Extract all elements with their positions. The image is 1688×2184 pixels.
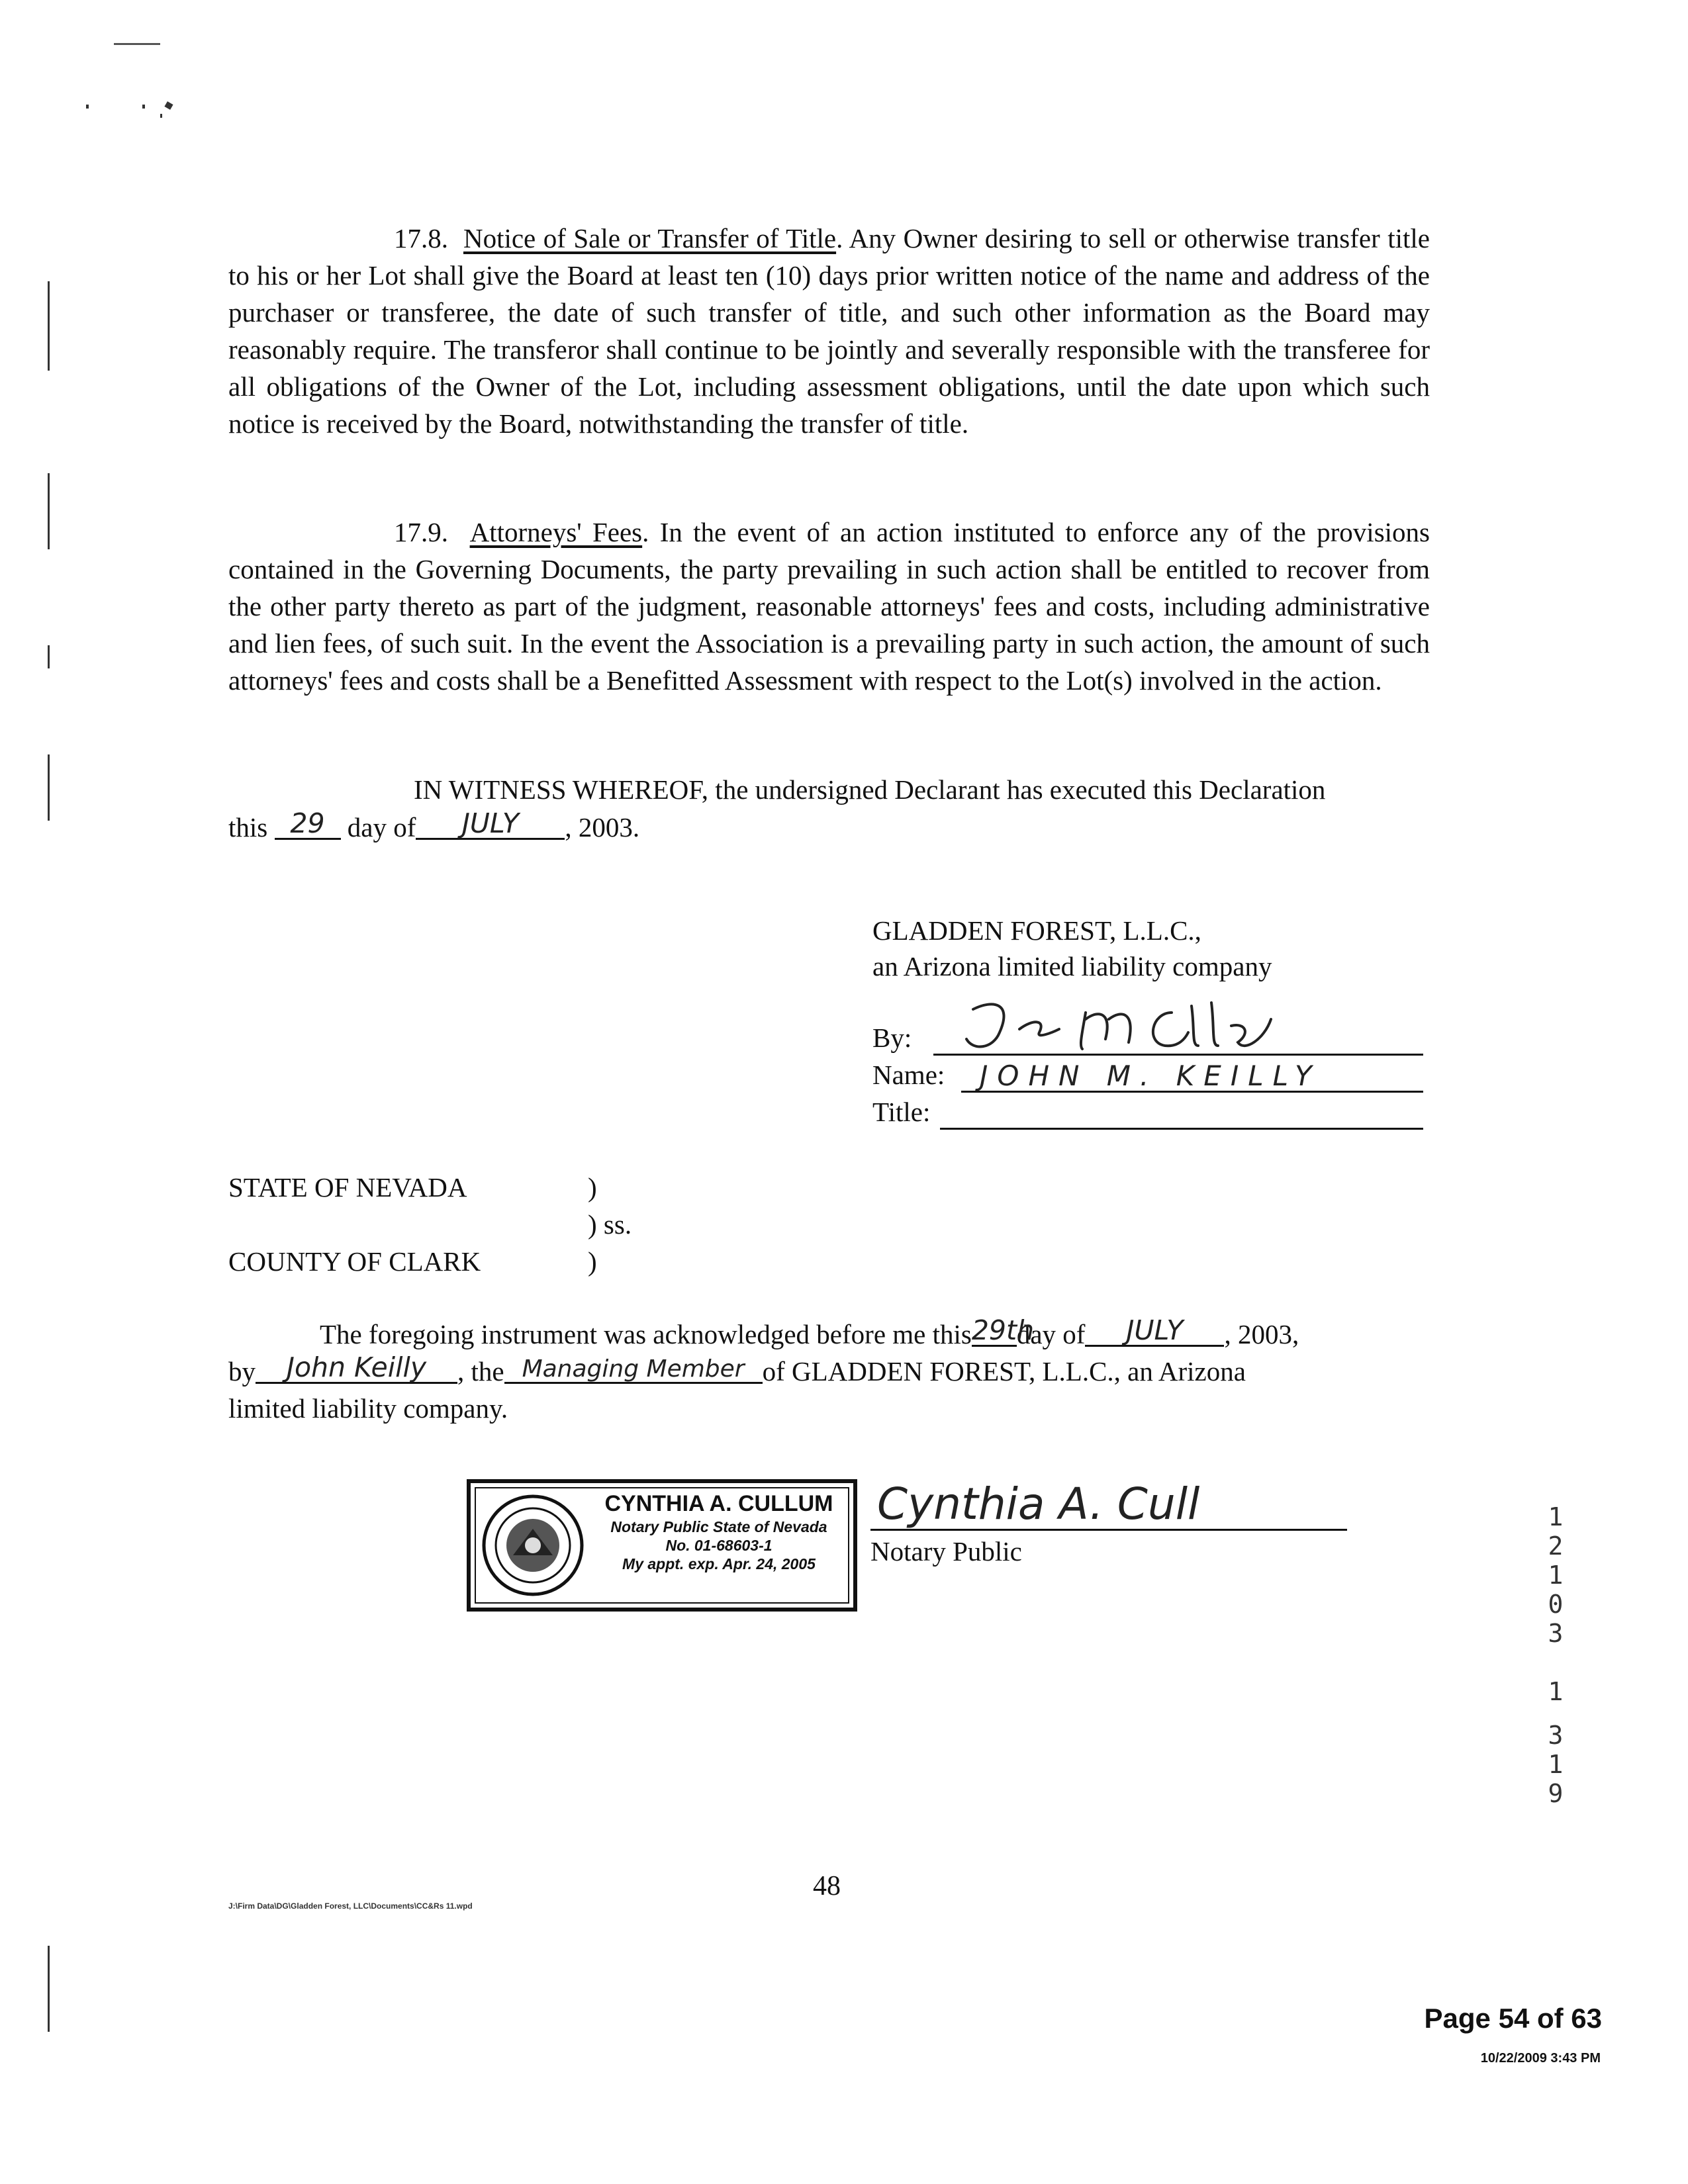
ack-line-1	[320, 1316, 1299, 1353]
stamp-line: No. 01-68603-1	[665, 1537, 773, 1554]
margin-mark	[48, 754, 50, 821]
scan-artifact-dots	[86, 99, 179, 126]
witness-day-of: day of	[347, 812, 416, 842]
file-path: J:\Firm Data\DG\Gladden Forest, LLC\Documents\CC&Rs 11.wpd	[228, 1901, 473, 1911]
ack-line-3: limited liability company.	[228, 1393, 508, 1424]
handwritten-month: JULY	[461, 807, 519, 839]
ack-the: , the	[457, 1356, 504, 1387]
section-heading: Attorneys' Fees	[469, 517, 643, 547]
venue-state: STATE OF NEVADA	[228, 1172, 467, 1203]
venue-paren: )	[588, 1246, 597, 1277]
ack-text: The foregoing instrument was acknowledged before me this	[320, 1319, 972, 1349]
stamp-name: CYNTHIA A. CULLUM	[604, 1491, 833, 1516]
ack-day-field	[971, 1314, 1035, 1347]
title-label: Title:	[872, 1097, 931, 1127]
margin-mark	[48, 1946, 50, 2032]
name-label: Name:	[872, 1060, 945, 1090]
venue-ss: ) ss.	[588, 1209, 632, 1240]
handwritten-month: JULY	[1126, 1314, 1184, 1346]
handwritten-day: 29th	[971, 1314, 1035, 1346]
margin-mark	[48, 473, 50, 549]
margin-mark	[48, 645, 50, 668]
witness-line-2	[228, 809, 639, 846]
section-heading: Notice of Sale or Transfer of Title	[463, 223, 837, 253]
stamp-line: Notary Public State of Nevada	[610, 1518, 827, 1535]
handwritten-name: JOHN M. KEILLY	[980, 1060, 1321, 1092]
ack-by: by	[228, 1356, 256, 1387]
witness-month-field	[416, 809, 565, 840]
ack-text: of GLADDEN FOREST, L.L.C., an Arizona	[762, 1356, 1246, 1387]
ack-name-field	[256, 1353, 457, 1384]
ack-line-2	[228, 1353, 1246, 1390]
venue-paren: )	[588, 1172, 597, 1203]
witness-this: this	[228, 812, 268, 842]
venue-county: COUNTY OF CLARK	[228, 1246, 481, 1277]
company-name: GLADDEN FOREST, L.L.C.,	[872, 915, 1201, 946]
notary-signature: Cynthia A. Cull	[877, 1479, 1200, 1529]
section-17-9	[228, 514, 1430, 699]
by-label: By:	[872, 1023, 912, 1053]
title-line	[940, 1128, 1423, 1130]
print-timestamp: 10/22/2009 3:43 PM	[1480, 2051, 1601, 2066]
witness-line-1: IN WITNESS WHEREOF, the undersigned Declarant has executed this Declaration	[414, 774, 1326, 805]
ack-role-field	[504, 1353, 763, 1384]
handwritten-name: John Keilly	[286, 1351, 427, 1383]
recording-number: 1 2 1 0 3 1 3 1 9	[1548, 1502, 1564, 1808]
section-number: 17.9.	[394, 517, 448, 547]
by-signature	[953, 993, 1364, 1059]
page-number: 48	[813, 1871, 841, 1901]
ack-month-field	[1085, 1316, 1224, 1347]
section-text: . In the event of an action instituted to enforce any of the provisions contained in the Governing Documents, the party prevailing in such action shall be entitled to recover from the other party thereto as part of the judgment, reasonable attorneys' fees and costs, including administrative and lien fees, of such suit. In the event the Association is a prevailing party in such action, the amount of such attorneys' fees and costs shall be a Benefitted Assessment with respect to the Lot(s) involved in the action.	[228, 517, 1430, 696]
state-seal-icon	[480, 1492, 586, 1598]
notary-stamp	[467, 1479, 857, 1612]
scan-artifact-line	[114, 43, 160, 45]
company-description: an Arizona limited liability company	[872, 951, 1272, 981]
notary-public-label: Notary Public	[870, 1536, 1022, 1567]
stamp-line: My appt. exp. Apr. 24, 2005	[622, 1555, 816, 1572]
ack-year: , 2003,	[1224, 1319, 1299, 1349]
page-of-total: Page 54 of 63	[1424, 2003, 1602, 2034]
section-number: 17.8.	[394, 223, 448, 253]
witness-year: , 2003.	[565, 812, 640, 842]
handwritten-role: Managing Member	[522, 1355, 745, 1383]
handwritten-day: 29	[290, 807, 325, 839]
margin-mark	[48, 281, 50, 371]
section-17-8	[228, 220, 1430, 442]
ack-day-of: day of	[1016, 1319, 1086, 1349]
section-text: . Any Owner desiring to sell or otherwise transfer title to his or her Lot shall give the Board at least ten (10) days prior written notice of the name and address of the purchaser or transferee, the date of such transfer of title, and such other information as the Board may reasonably require. The transferor shall continue to be jointly and severally responsible with the transferee for all obligations of the Owner of the Lot, including assessment obligations, until the date upon which such notice is received by the Board, notwithstanding the transfer of title.	[228, 223, 1430, 439]
witness-day-field	[275, 809, 341, 840]
